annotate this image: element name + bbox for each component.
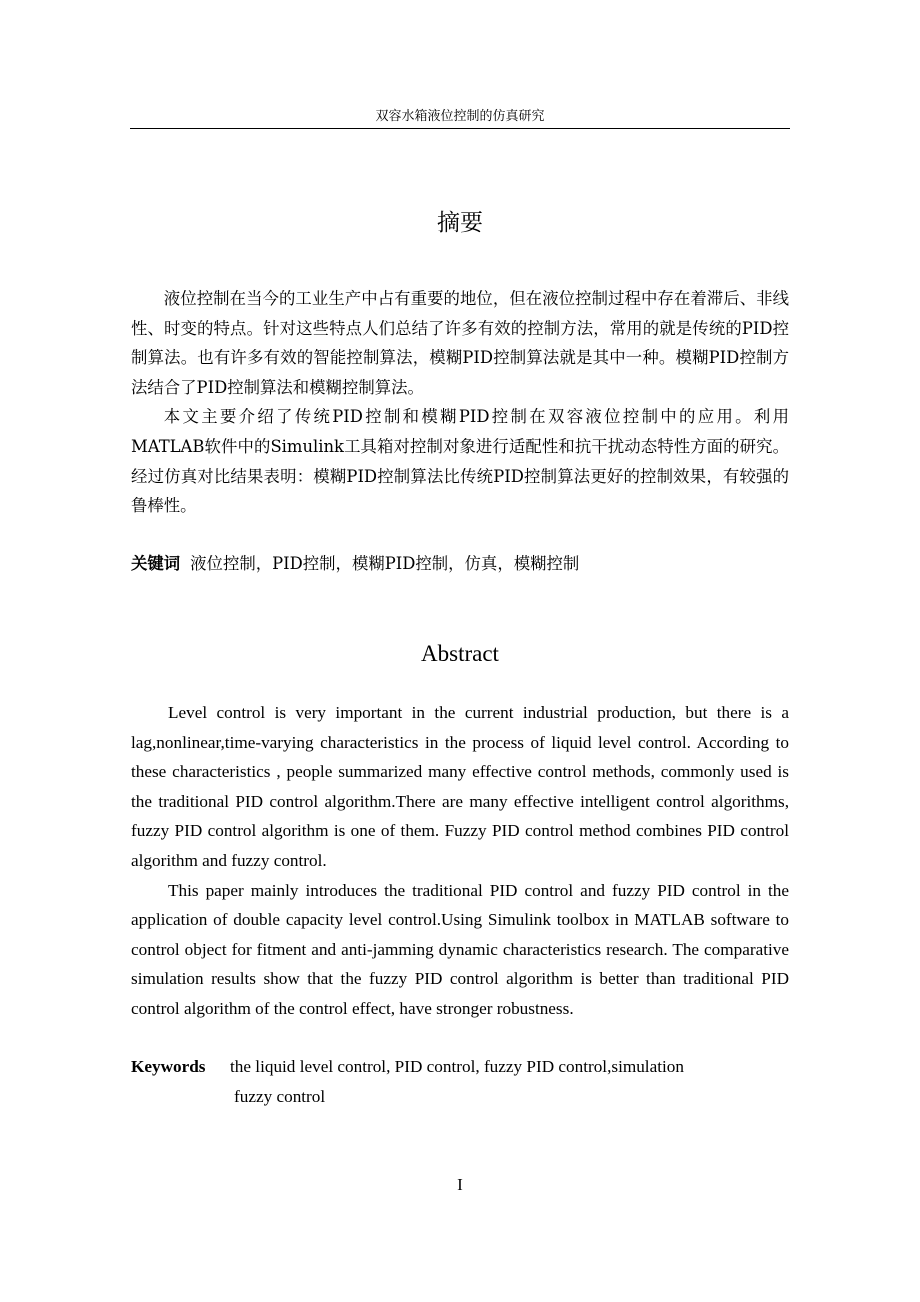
abstract-cn-paragraph: 本文主要介绍了传统PID控制和模糊PID控制在双容液位控制中的应用。利用MATLAB软件中的Simulink工具箱对控制对象进行适配性和抗干扰动态特性方面的研究。经过仿真对比结果表明：模糊PID控制算法比传统PID控制算法更好的控制效果，有较强的鲁棒性。 xyxy=(131,407,789,516)
keywords-cn xyxy=(131,549,791,579)
page-number: I xyxy=(457,1175,463,1194)
header-divider xyxy=(130,128,790,129)
keywords-cn-label: 关键词 xyxy=(131,554,181,573)
keywords-en-line1: the liquid level control, PID control, fuzzy PID control,simulation xyxy=(230,1057,684,1076)
abstract-en-paragraph: Level control is very important in the current industrial production, but there is a lag,nonlinear,time-varying characteristics in the process of liquid level control. According to these characteristics , people summarized many effective control methods, commonly used is the traditional PID control algorithm.There are many effective intelligent control algorithms, fuzzy PID control algorithm is one of them. Fuzzy PID control method combines PID control algorithm and fuzzy control. xyxy=(131,703,789,870)
abstract-cn-body xyxy=(131,284,789,521)
abstract-en-body xyxy=(131,698,789,1024)
abstract-en-paragraph: This paper mainly introduces the traditional PID control and fuzzy PID control in the application of double capacity level control.Using Simulink toolbox in MATLAB software to control object for fitment and anti-jamming dynamic characteristics research. The comparative simulation results show that the fuzzy PID control algorithm is better than traditional PID control algorithm of the control effect, have stronger robustness. xyxy=(131,880,789,1018)
keywords-en xyxy=(131,1052,791,1111)
abstract-cn-title: 摘要 xyxy=(437,210,483,236)
keywords-cn-list: 液位控制，PID控制，模糊PID控制，仿真，模糊控制 xyxy=(190,554,580,573)
keywords-en-label: Keywords xyxy=(131,1057,206,1076)
keywords-en-line2: fuzzy control xyxy=(234,1086,326,1106)
running-header: 双容水箱液位控制的仿真研究 xyxy=(375,109,545,124)
abstract-cn-paragraph: 液位控制在当今的工业生产中占有重要的地位，但在液位控制过程中存在着滞后、非线性、时变的特点。针对这些特点人们总结了许多有效的控制方法，常用的就是传统的PID控制算法。也有许多有效的智能控制算法，模糊PID控制算法就是其中一种。模糊PID控制方法结合了PID控制算法和模糊控制算法。 xyxy=(131,289,789,397)
abstract-en-title: Abstract xyxy=(421,641,499,666)
